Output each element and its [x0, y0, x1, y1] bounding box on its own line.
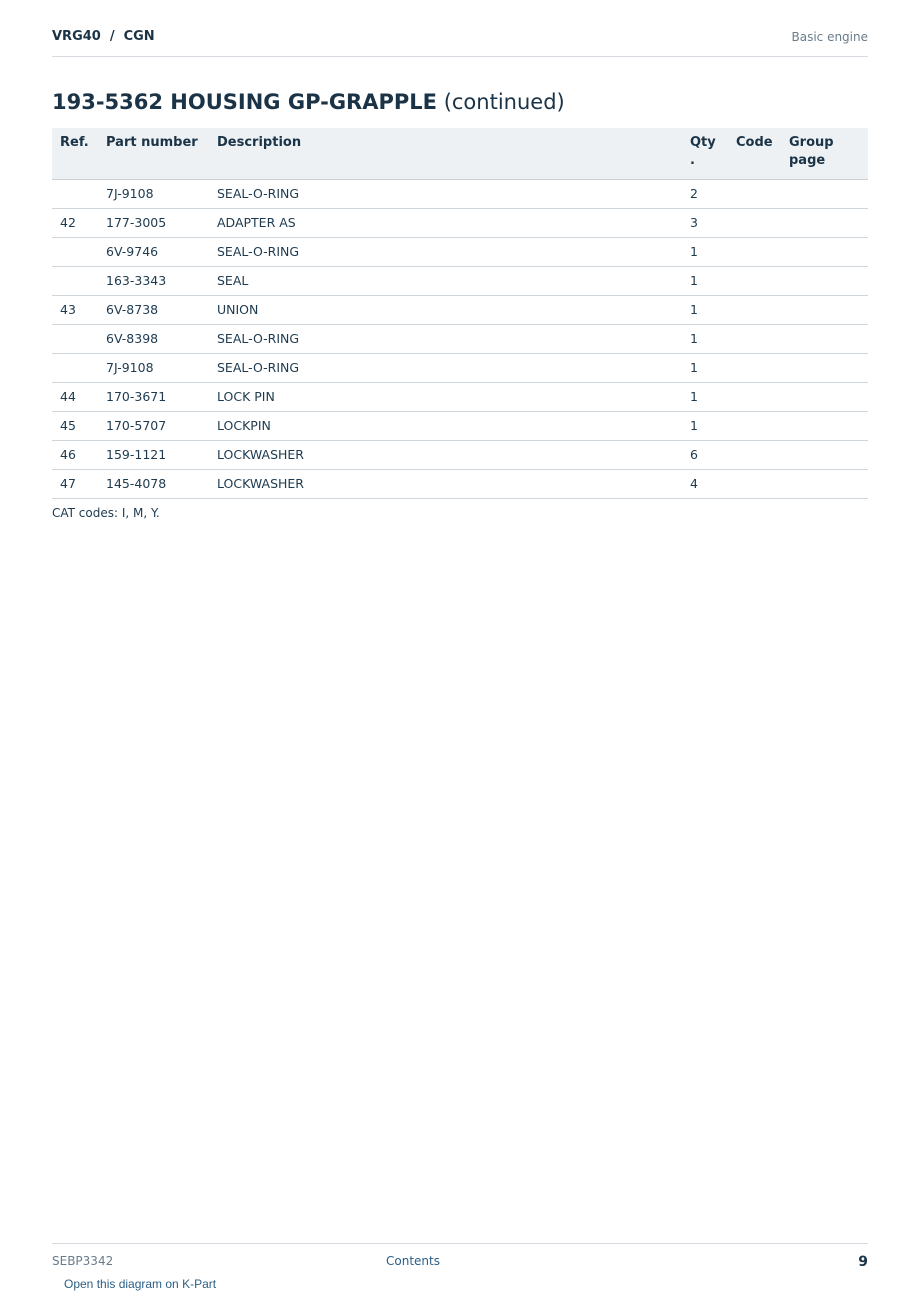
cell-qty: 1: [682, 267, 728, 296]
cell-description: ADAPTER AS: [209, 209, 682, 238]
cat-codes-note: CAT codes: I, M, Y.: [52, 506, 160, 520]
cell-description: SEAL-O-RING: [209, 180, 682, 209]
cell-qty: 3: [682, 209, 728, 238]
cell-part-number: 159-1121: [98, 441, 209, 470]
cell-ref: 47: [52, 470, 98, 499]
table-row: [52, 209, 868, 238]
col-qty-line1: Qty: [690, 135, 716, 150]
cell-ref: [52, 325, 98, 354]
document-number: SEBP3342: [52, 1254, 114, 1268]
cell-description: LOCKWASHER: [209, 470, 682, 499]
cell-part-number: 170-5707: [98, 412, 209, 441]
breadcrumb-separator: /: [109, 29, 115, 44]
cell-code: [728, 470, 781, 499]
cell-ref: [52, 354, 98, 383]
cell-ref: 46: [52, 441, 98, 470]
table-row: [52, 296, 868, 325]
col-qty-line2: .: [690, 153, 695, 168]
cell-description: LOCKPIN: [209, 412, 682, 441]
cell-code: [728, 209, 781, 238]
cell-qty: 1: [682, 325, 728, 354]
model-code: VRG40: [52, 29, 101, 44]
kpart-diagram-link[interactable]: Open this diagram on K-Part: [64, 1277, 217, 1291]
cell-code: [728, 441, 781, 470]
cell-ref: [52, 238, 98, 267]
part-group-title: 193-5362 HOUSING GP-GRAPPLE: [52, 90, 437, 114]
table-row: [52, 383, 868, 412]
contents-link[interactable]: Contents: [386, 1254, 440, 1268]
table-row: [52, 470, 868, 499]
cell-description: UNION: [209, 296, 682, 325]
table-row: [52, 412, 868, 441]
model-breadcrumb: [52, 29, 155, 44]
cell-description: SEAL: [209, 267, 682, 296]
col-part-number: Part number: [98, 128, 209, 180]
cell-qty: 2: [682, 180, 728, 209]
cell-ref: [52, 267, 98, 296]
cell-part-number: 170-3671: [98, 383, 209, 412]
col-ref: Ref.: [52, 128, 98, 180]
page-title: [52, 90, 565, 114]
col-group-page: [781, 128, 868, 180]
document-page: [52, 0, 868, 1300]
table-row: [52, 238, 868, 267]
cell-group-page: [781, 325, 868, 354]
col-group-line1: Group: [789, 135, 834, 150]
cell-qty: 6: [682, 441, 728, 470]
cell-group-page: [781, 412, 868, 441]
serial-prefix: CGN: [123, 29, 155, 44]
table-row: [52, 325, 868, 354]
cell-code: [728, 354, 781, 383]
cell-code: [728, 180, 781, 209]
table-row: [52, 180, 868, 209]
parts-table-header: [52, 128, 868, 180]
cell-ref: 43: [52, 296, 98, 325]
cell-part-number: 7J-9108: [98, 354, 209, 383]
title-suffix: (continued): [443, 90, 565, 114]
cell-ref: [52, 180, 98, 209]
parts-table-body: [52, 180, 868, 499]
table-row: [52, 441, 868, 470]
cell-group-page: [781, 354, 868, 383]
cell-code: [728, 238, 781, 267]
page-footer: [52, 1243, 868, 1274]
cell-description: SEAL-O-RING: [209, 238, 682, 267]
cell-ref: 45: [52, 412, 98, 441]
cell-group-page: [781, 441, 868, 470]
cell-part-number: 7J-9108: [98, 180, 209, 209]
cell-ref: 44: [52, 383, 98, 412]
cell-group-page: [781, 209, 868, 238]
cell-code: [728, 383, 781, 412]
cell-description: LOCK PIN: [209, 383, 682, 412]
cell-code: [728, 325, 781, 354]
col-qty: [682, 128, 728, 180]
cell-group-page: [781, 470, 868, 499]
cell-qty: 1: [682, 383, 728, 412]
cell-group-page: [781, 180, 868, 209]
col-group-line2: page: [789, 153, 826, 168]
cell-part-number: 145-4078: [98, 470, 209, 499]
cell-part-number: 177-3005: [98, 209, 209, 238]
cell-part-number: 163-3343: [98, 267, 209, 296]
cell-qty: 1: [682, 238, 728, 267]
col-description: Description: [209, 128, 682, 180]
cell-group-page: [781, 296, 868, 325]
col-code: Code: [728, 128, 781, 180]
cell-description: LOCKWASHER: [209, 441, 682, 470]
cell-ref: 42: [52, 209, 98, 238]
cell-description: SEAL-O-RING: [209, 354, 682, 383]
page-header: [52, 28, 868, 57]
cell-part-number: 6V-8738: [98, 296, 209, 325]
page-number: 9: [858, 1254, 868, 1270]
cell-qty: 4: [682, 470, 728, 499]
section-name: Basic engine: [791, 30, 868, 44]
cell-code: [728, 412, 781, 441]
cell-code: [728, 296, 781, 325]
cell-description: SEAL-O-RING: [209, 325, 682, 354]
cell-qty: 1: [682, 354, 728, 383]
cell-group-page: [781, 267, 868, 296]
cell-group-page: [781, 238, 868, 267]
cell-qty: 1: [682, 296, 728, 325]
cell-group-page: [781, 383, 868, 412]
cell-part-number: 6V-9746: [98, 238, 209, 267]
cell-code: [728, 267, 781, 296]
table-row: [52, 354, 868, 383]
cell-qty: 1: [682, 412, 728, 441]
table-row: [52, 267, 868, 296]
parts-table: [52, 128, 868, 499]
cell-part-number: 6V-8398: [98, 325, 209, 354]
